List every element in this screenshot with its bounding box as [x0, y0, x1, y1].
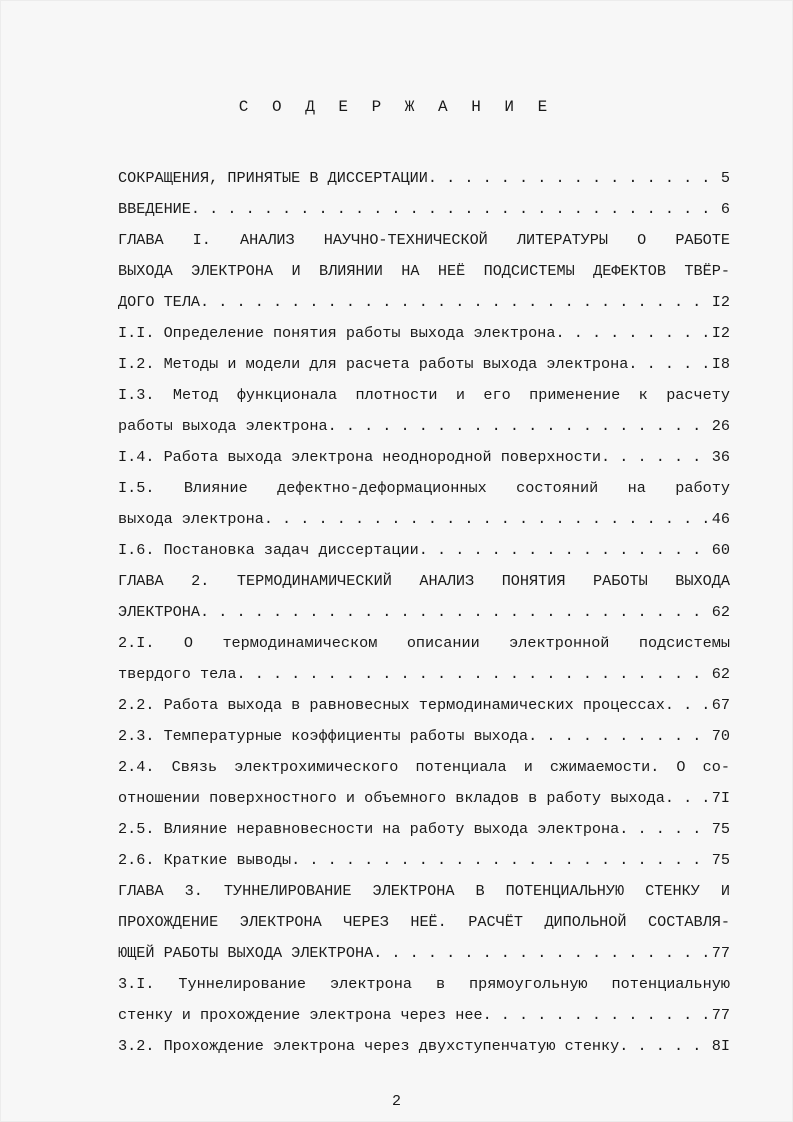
toc-entry: [118, 566, 730, 628]
toc-entry: [118, 721, 730, 752]
toc-leader-dots: [191, 194, 719, 225]
toc-entry-page-number: 75: [711, 820, 730, 838]
toc-entry-final-line: [118, 349, 730, 380]
toc-entry-page-number: I2: [711, 293, 730, 311]
toc-entry-line: ГЛАВА 3. ТУННЕЛИРОВАНИЕ ЭЛЕКТРОНА В ПОТЕНЦИАЛЬНУЮ СТЕНКУ И: [118, 882, 730, 900]
toc-entry-title: стенку и прохождение электрона через нее: [118, 1006, 483, 1024]
toc-entry-line: ГЛАВА I. АНАЛИЗ НАУЧНО-ТЕХНИЧЕСКОЙ ЛИТЕРАТУРЫ О РАБОТЕ: [118, 231, 730, 249]
toc-entry: [118, 380, 730, 442]
toc-entry: [118, 1031, 730, 1062]
toc-entry-page-number: 67: [711, 696, 730, 714]
toc-leader-dots: [483, 1000, 710, 1031]
toc-entry-page-number: 75: [711, 851, 730, 869]
toc-entry-title: I.6. Постановка задач диссертации: [118, 541, 419, 559]
toc-entry-final-line: [118, 845, 730, 876]
toc-entry: [118, 194, 730, 225]
toc-entry-final-line: [118, 814, 730, 845]
toc-entry-page-number: 62: [711, 665, 730, 683]
toc-entry-title: ДОГО ТЕЛА: [118, 293, 201, 311]
toc-entry: [118, 535, 730, 566]
toc-entry-final-line: [118, 1000, 730, 1031]
toc-entry-page-number: 8I: [711, 1037, 730, 1055]
toc-entry: [118, 876, 730, 969]
toc-entry-title: I.2. Методы и модели для расчета работы выхода электрона: [118, 355, 629, 373]
toc-entry: [118, 969, 730, 1031]
toc-leader-dots: [200, 287, 710, 318]
contents-title: С О Д Е Р Ж А Н И Е: [238, 98, 555, 116]
toc-entry-final-line: [118, 504, 730, 535]
toc-entry: [118, 318, 730, 349]
toc-entry-page-number: 77: [711, 1006, 730, 1024]
toc-entry-page-number: 60: [711, 541, 730, 559]
toc-entry-title: 2.6. Краткие выводы: [118, 851, 292, 869]
toc-entry-final-line: [118, 163, 730, 194]
toc-leader-dots: [619, 1031, 709, 1062]
table-of-contents: [118, 163, 730, 1062]
toc-entry-page-number: I8: [711, 355, 730, 373]
toc-leader-dots: [200, 597, 710, 628]
toc-entry: [118, 225, 730, 318]
toc-entry-title: 2.3. Температурные коэффициенты работы выхода: [118, 727, 529, 745]
toc-entry: [118, 349, 730, 380]
toc-entry-title: СОКРАЩЕНИЯ, ПРИНЯТЫЕ В ДИССЕРТАЦИИ: [118, 169, 428, 187]
toc-entry: [118, 845, 730, 876]
toc-entry-page-number: 26: [711, 417, 730, 435]
toc-entry-line: ГЛАВА 2. ТЕРМОДИНАМИЧЕСКИЙ АНАЛИЗ ПОНЯТИЯ РАБОТЫ ВЫХОДА: [118, 572, 730, 590]
toc-leader-dots: [373, 938, 710, 969]
toc-entry: [118, 163, 730, 194]
toc-leader-dots: [528, 721, 710, 752]
toc-entry-line: ПРОХОЖДЕНИЕ ЭЛЕКТРОНА ЧЕРЕЗ НЕЁ. РАСЧЁТ ДИПОЛЬНОЙ СОСТАВЛЯ-: [118, 913, 730, 931]
toc-entry-line: 2.I. О термодинамическом описании электронной подсистемы: [118, 634, 730, 652]
toc-entry: [118, 473, 730, 535]
toc-entry-line: I.3. Метод функционала плотности и его применение к расчету: [118, 386, 730, 404]
toc-entry-title: 2.2. Работа выхода в равновесных термодинамических процессах: [118, 696, 665, 714]
toc-entry-page-number: 70: [711, 727, 730, 745]
toc-entry-page-number: I2: [711, 324, 730, 342]
toc-entry-final-line: [118, 1031, 730, 1062]
toc-leader-dots: [419, 535, 710, 566]
toc-entry-title: отношении поверхностного и объемного вкладов в работу выхода: [118, 789, 665, 807]
toc-entry-final-line: [118, 535, 730, 566]
toc-entry-title: I.I. Определение понятия работы выхода электрона: [118, 324, 556, 342]
toc-leader-dots: [665, 690, 710, 721]
toc-entry-final-line: [118, 690, 730, 721]
toc-leader-dots: [619, 814, 709, 845]
toc-entry: [118, 628, 730, 690]
toc-entry: [118, 442, 730, 473]
toc-entry-line: 2.4. Связь электрохимического потенциала и сжимаемости. О со-: [118, 758, 730, 776]
toc-entry-final-line: [118, 442, 730, 473]
toc-entry-page-number: 7I: [711, 789, 730, 807]
toc-entry-page-number: 46: [711, 510, 730, 528]
toc-entry-final-line: [118, 194, 730, 225]
page-number: 2: [391, 1093, 401, 1110]
toc-entry-title: 2.5. Влияние неравновесности на работу выхода электрона: [118, 820, 620, 838]
toc-leader-dots: [291, 845, 710, 876]
toc-entry-final-line: [118, 659, 730, 690]
toc-entry-title: 3.2. Прохождение электрона через двухступенчатую стенку: [118, 1037, 620, 1055]
toc-entry: [118, 814, 730, 845]
toc-entry-page-number: 77: [711, 944, 730, 962]
toc-entry-line: I.5. Влияние дефектно-деформационных состояний на работу: [118, 479, 730, 497]
toc-leader-dots: [665, 783, 710, 814]
toc-entry-final-line: [118, 938, 730, 969]
toc-entry-title: ЭЛЕКТРОНА: [118, 603, 201, 621]
toc-leader-dots: [601, 442, 710, 473]
toc-leader-dots: [328, 411, 710, 442]
toc-entry-page-number: 5: [720, 169, 730, 187]
toc-entry-final-line: [118, 287, 730, 318]
toc-leader-dots: [264, 504, 710, 535]
toc-entry-final-line: [118, 411, 730, 442]
toc-entry-title: твердого тела: [118, 665, 237, 683]
toc-entry: [118, 690, 730, 721]
toc-entry-title: ВВЕДЕНИЕ: [118, 200, 191, 218]
toc-entry-title: I.4. Работа выхода электрона неоднородной поверхности: [118, 448, 602, 466]
toc-entry-final-line: [118, 721, 730, 752]
toc-entry-page-number: 36: [711, 448, 730, 466]
toc-entry-final-line: [118, 597, 730, 628]
toc-entry-page-number: 6: [720, 200, 730, 218]
toc-entry-final-line: [118, 783, 730, 814]
toc-leader-dots: [555, 318, 709, 349]
toc-entry-title: ЮЩЕЙ РАБОТЫ ВЫХОДА ЭЛЕКТРОНА: [118, 944, 374, 962]
toc-entry-page-number: 62: [711, 603, 730, 621]
toc-leader-dots: [236, 659, 709, 690]
toc-entry-line: ВЫХОДА ЭЛЕКТРОНА И ВЛИЯНИИ НА НЕЁ ПОДСИСТЕМЫ ДЕФЕКТОВ ТВЁР-: [118, 262, 730, 280]
toc-entry-final-line: [118, 318, 730, 349]
toc-leader-dots: [628, 349, 709, 380]
toc-entry-line: 3.I. Туннелирование электрона в прямоугольную потенциальную: [118, 975, 730, 993]
toc-entry-title: работы выхода электрона: [118, 417, 328, 435]
toc-leader-dots: [428, 163, 719, 194]
toc-entry-title: выхода электрона: [118, 510, 264, 528]
toc-entry: [118, 752, 730, 814]
